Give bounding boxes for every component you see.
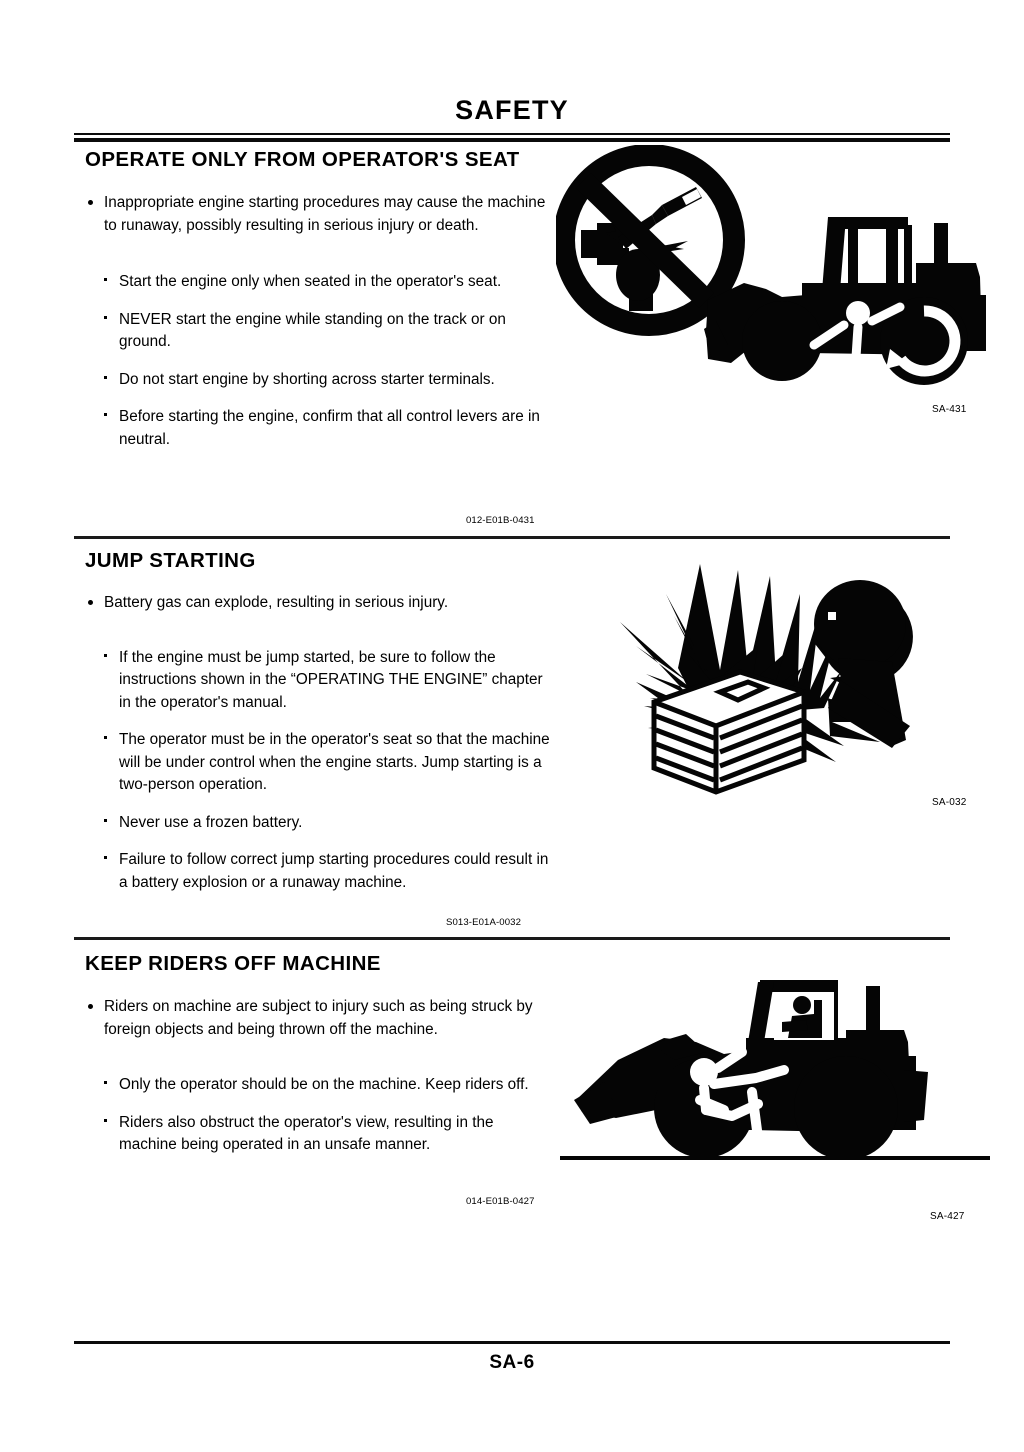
bullet-sub (85, 647, 555, 715)
bullet-tick-icon (104, 654, 107, 657)
bullet-sub (85, 309, 555, 354)
bullet-sub (85, 406, 555, 451)
bullet-tick-icon (104, 413, 107, 416)
battery-icon (654, 672, 804, 792)
figure-caption: SA-427 (930, 1211, 965, 1222)
bullet-sub (85, 369, 555, 392)
illustration-exploding-battery-and-person (592, 550, 992, 820)
bullet-text: Only the operator should be on the machine. Keep riders off. (119, 1076, 529, 1093)
section-divider (74, 536, 950, 539)
bullet-tick-icon (104, 1119, 107, 1122)
bullet-dot-icon (88, 600, 93, 605)
bullet-text: If the engine must be jump started, be sure to follow the instructions shown in the “OPERATING THE ENGINE” chapter in the operator's manual. (119, 648, 543, 711)
section-heading: OPERATE ONLY FROM OPERATOR'S SEAT (85, 148, 520, 171)
bullet-text: Never use a frozen battery. (119, 813, 303, 831)
section-divider (74, 937, 950, 940)
bullet-sub (85, 1074, 555, 1097)
section-body (85, 192, 555, 451)
figure-caption: SA-431 (932, 404, 967, 415)
bullet-dot-icon (88, 200, 93, 205)
bullet-sub (85, 849, 555, 894)
bullet-sub (85, 812, 555, 835)
reference-code: S013-E01A-0032 (446, 917, 522, 928)
bullet-tick-icon (104, 856, 107, 859)
bullet-tick-icon (104, 1081, 107, 1084)
bullet-text: Failure to follow correct jump starting procedures could result in a battery explosion or a runaway machine. (119, 851, 549, 891)
bullet-tick-icon (104, 278, 107, 281)
bullet-text: Before starting the engine, confirm that all control levers are in neutral. (119, 408, 540, 448)
bullet-main (85, 996, 555, 1041)
bullet-text: Riders also obstruct the operator's view, resulting in the machine being operated in an unsafe manner. (119, 1113, 494, 1153)
page-title: SAFETY (455, 95, 569, 125)
bullet-sub (85, 729, 555, 797)
figure-caption: SA-032 (932, 797, 967, 808)
bullet-tick-icon (104, 376, 107, 379)
illustration-wheel-loader-with-falling-rider (556, 960, 996, 1190)
bullet-text: The operator must be in the operator's seat so that the machine will be under control when the engine starts. Jump starting is a two-person operation. (119, 731, 550, 793)
prohibition-sign-icon (564, 155, 734, 325)
bullet-text: Riders on machine are subject to injury such as being struck by foreign objects and being thrown off the machine. (104, 998, 533, 1038)
bullet-main (85, 592, 555, 615)
section-body (85, 996, 555, 1157)
reference-code: 012-E01B-0431 (466, 515, 535, 526)
bullet-text: Do not start engine by shorting across starter terminals. (119, 370, 495, 388)
bullet-sub (85, 271, 555, 294)
bullet-sub (85, 1112, 555, 1157)
footer-rule (74, 1341, 950, 1344)
header-rule-thick (74, 138, 950, 142)
bullet-dot-icon (88, 1004, 93, 1009)
header-rule-thin (74, 133, 950, 135)
page-number: SA-6 (489, 1352, 535, 1373)
bullet-tick-icon (104, 736, 107, 739)
bullet-text: Start the engine only when seated in the operator's seat. (119, 273, 502, 290)
cab-operator-icon (774, 992, 834, 1040)
bullet-tick-icon (104, 819, 107, 822)
eye-icon (828, 612, 836, 620)
reference-code: 014-E01B-0427 (466, 1196, 535, 1207)
section-heading: JUMP STARTING (85, 549, 256, 572)
section-body (85, 592, 555, 894)
bullet-main (85, 192, 555, 237)
bullet-text: Inappropriate engine starting procedures may cause the machine to runaway, possibly resulting in serious injury or death. (104, 194, 546, 234)
wheel-loader-silhouette-icon (574, 980, 928, 1160)
section-heading: KEEP RIDERS OFF MACHINE (85, 952, 381, 975)
page-header (0, 95, 1024, 126)
bullet-text: NEVER start the engine while standing on the track or on ground. (119, 310, 506, 350)
bullet-text: Battery gas can explode, resulting in serious injury. (104, 594, 449, 611)
illustration-prohibition-sign-and-wheel-loader (556, 145, 996, 415)
bullet-tick-icon (104, 316, 107, 319)
